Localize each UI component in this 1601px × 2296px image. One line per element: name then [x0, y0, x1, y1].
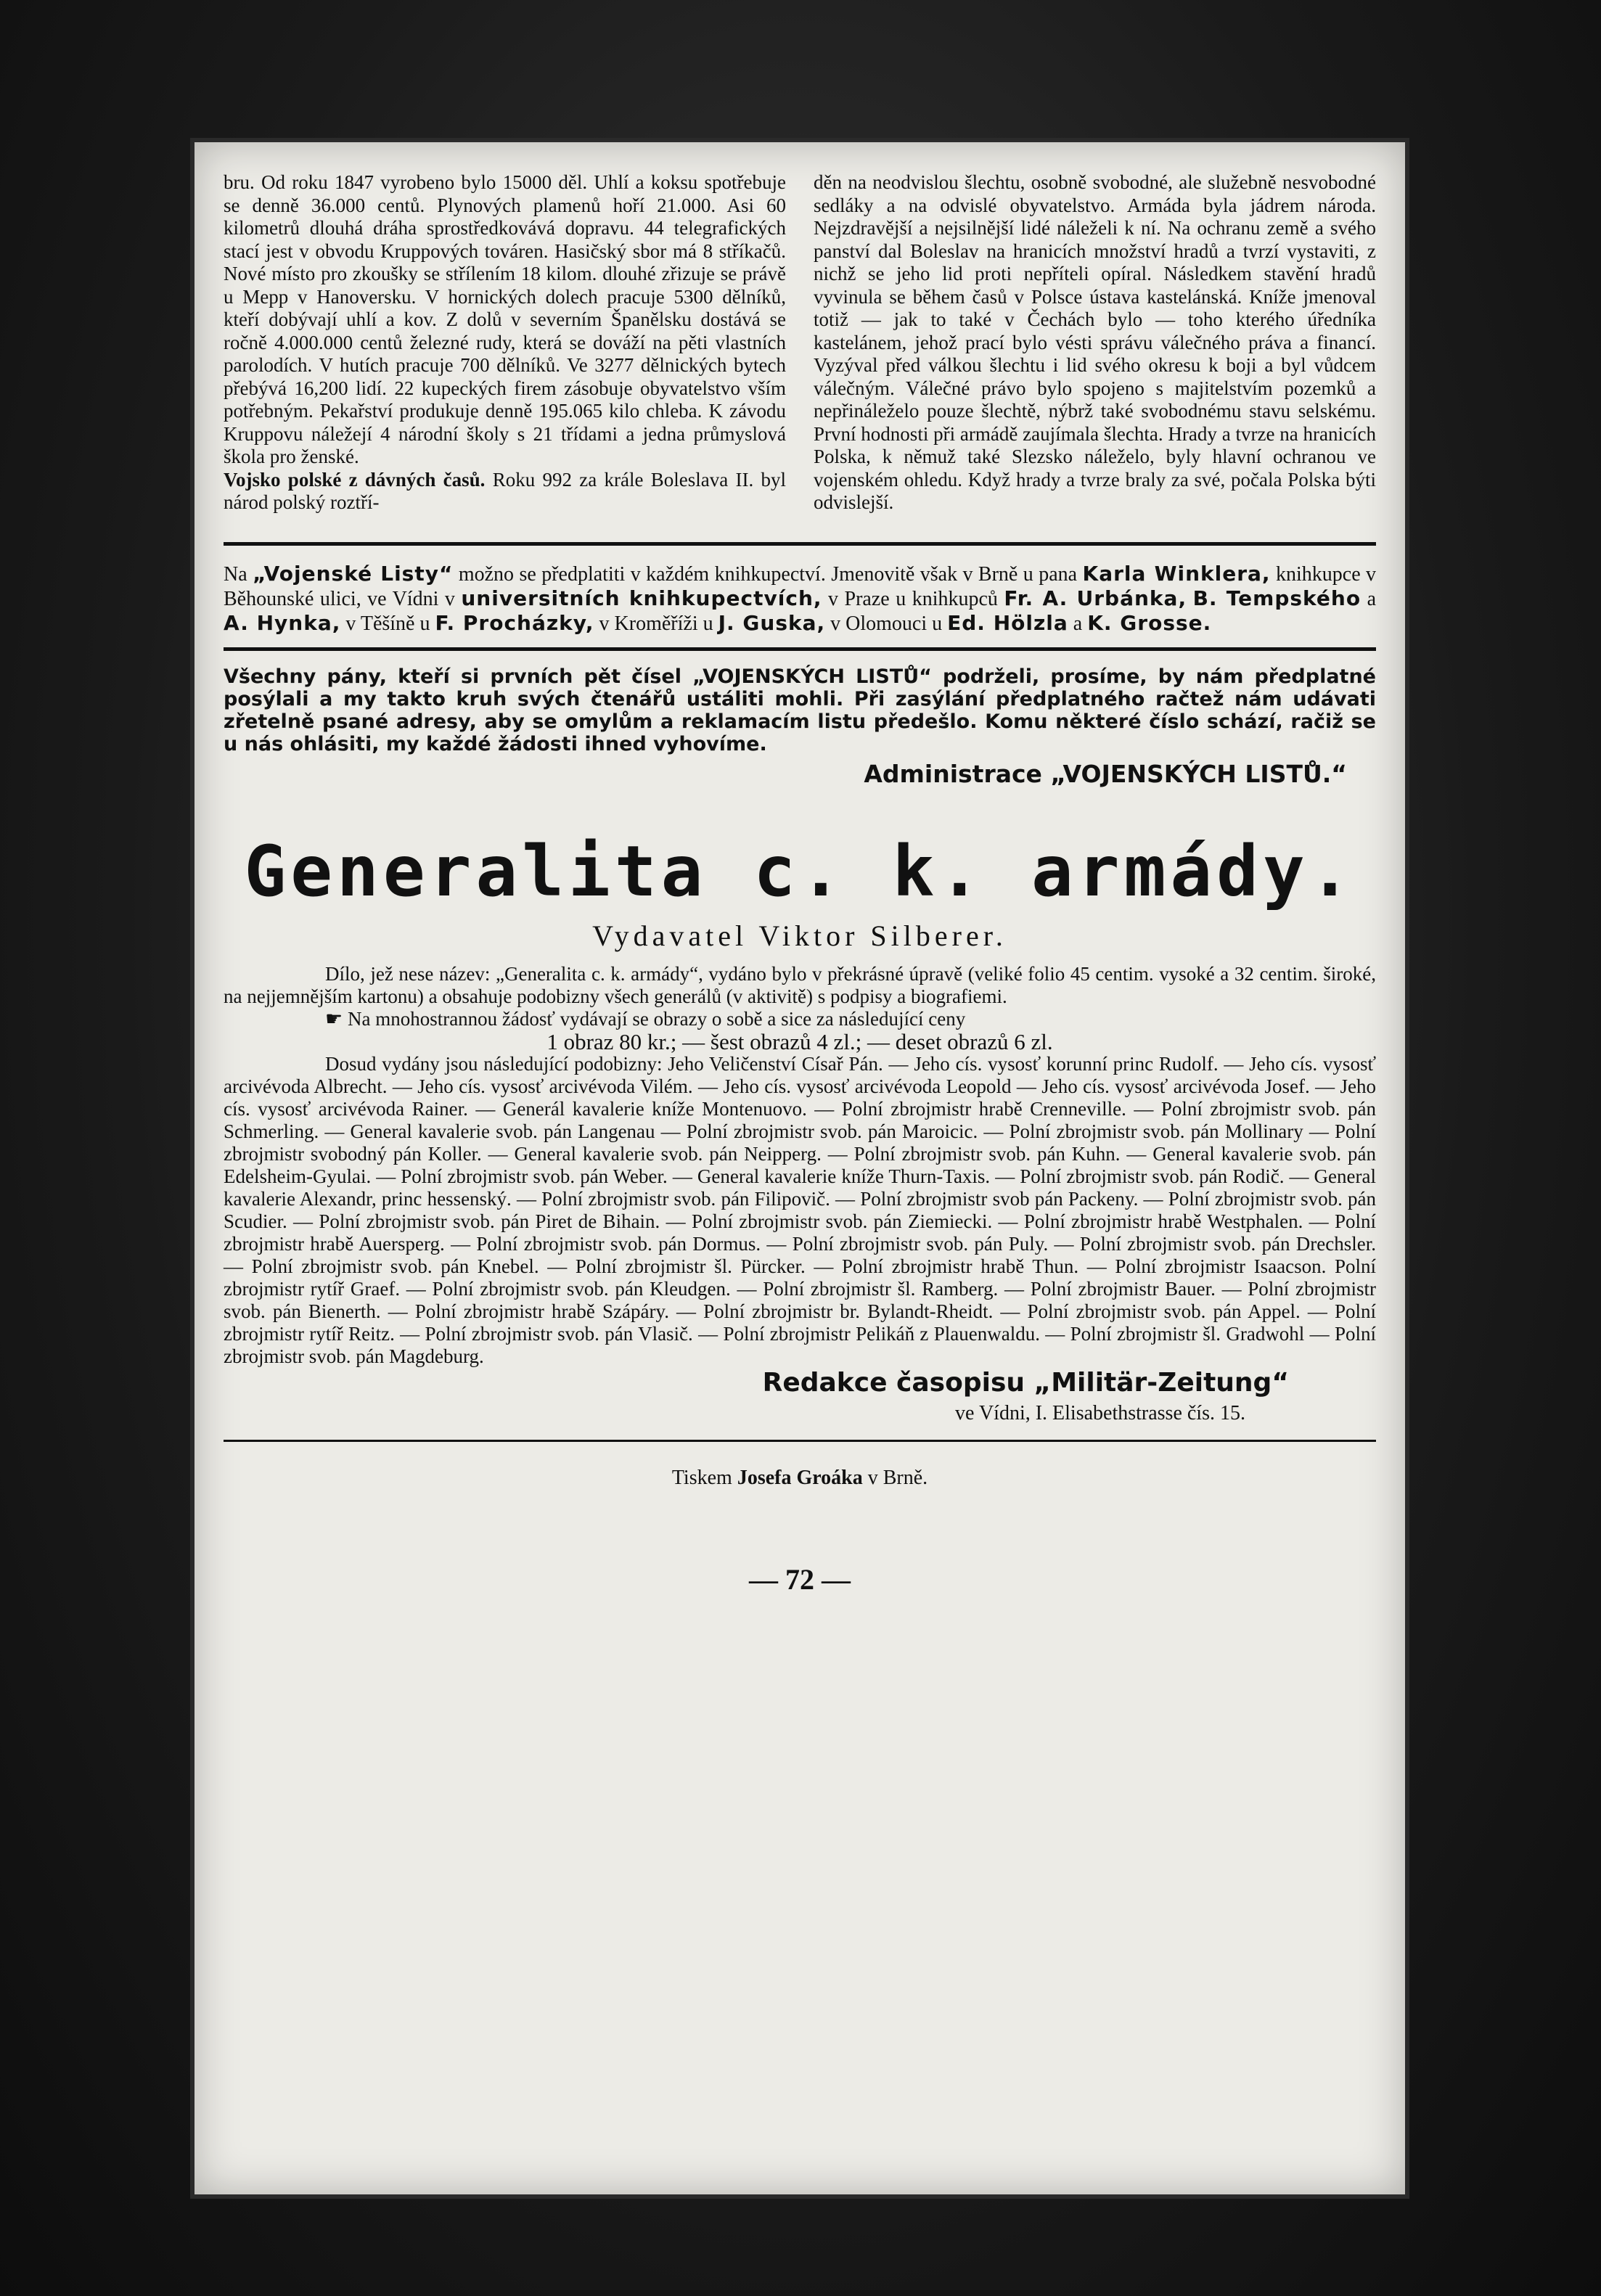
bookseller-name: F. Procházky,: [435, 610, 594, 635]
editorial-signature-block: [224, 1368, 1289, 1425]
printer-name: Josefa Groáka: [737, 1466, 863, 1489]
journal-name: „Vojenské Listy“: [253, 561, 454, 586]
right-paragraph: děn na neodvislou šlechtu, osobně svobodné, ale služebně nesvobodné sedláky a na odvislé obyvatelstvo. Armáda byla jádrem národa. Nejzdravější a nejsilnější lidé náleželi k ní. Na ochranu země a svého panství dal Boleslav na hranicích množství hradů a tvrzí vystaviti, z nichž se jeho lid proti nepříteli opíral. Následkem stavění hradů vyvinula se během časů v Polsce ústava kastelánská. Kníže jmenoval totiž — jak to také v Čechách bylo — toho kterého úředníka kastelánem, jehož prací bylo vésti správu válečného práva a financí. Vyzýval před válkou šlechtu i lid svého okresu k boji a byl vůdcem válečným. Válečné právo bylo spojeno s majitelstvím pozemků a nepřináleželo pouze šlechtě, nýbrž také svobodnému stavu selskému. První hodnosti při armádě zaujímala šlechta. Hrady a tvrze na hranicích Polska, k němuž také Slezsko náleželo, byly hlavní ochranou ve vojenském ohledu. Když hrady a tvrze braly za své, počala Polska býti odvislejší.: [814, 171, 1376, 513]
subs-text: v Těšíně u: [345, 612, 430, 635]
subs-text: knihkupce v Běhounské ulici, ve Vídni v: [224, 562, 1377, 610]
editorial-address: ve Vídni, I. Elisabethstrasse čís. 15.: [955, 1401, 1245, 1424]
portrait-list: Dosud vydány jsou následující podobizny: Jeho Veličenství Císař Pán. — Jeho cís. vysosť korunní princ Rudolf. — Jeho cís. vysosť arcivévoda Albrecht. — Jeho cís. vysosť arcivévoda Vilém. — Jeho cís. vysosť arcivévoda Leopold — Jeho cís. vysosť arcivévoda Josef. — Jeho cís. vysosť arcivévoda Rainer. — Generál kavalerie kníže Montenuovo. — Polní zbrojmistr hrabě Crenneville. — Polní zbrojmistr svob. pán Schmerling. — General kavalerie svob. pán Langenau — Polní zbrojmistr svob. pán Maroicic. — Polní zbrojmistr svob. pán Mollinary — Polní zbrojmistr svobodný pán Koller. — General kavalerie svob. pán Neipperg. — Polní zbrojmistr svob. pán Kuhn. — General kavalerie svob. pán Edelsheim-Gyulai. — Polní zbrojmistr svob. pán Weber. — General kavalerie kníže Thurn-Taxis. — Polní zbrojmistr svob. pán Rodič. — General kavalerie Alexandr, princ hessenský. — Polní zbrojmistr svob. pán Filipovič. — Polní zbrojmistr svob pán Packeny. — Polní zbrojmistr svob. pán Scudier. — Polní zbrojmistr svob. pán Piret de Bihain. — Polní zbrojmistr svob. pán Ziemiecki. — Polní zbrojmistr hrabě Westphalen. — Polní zbrojmistr hrabě Auersperg. — Polní zbrojmistr svob. pán Dormus. — Polní zbrojmistr svob. pán Puly. — Polní zbrojmistr svob. pán Drechsler. — Polní zbrojmistr svob. pán Knebel. — Polní zbrojmistr šl. Pürcker. — Polní zbrojmistr hrabě Thun. — Polní zbrojmistr Isaacson. Polní zbrojmistr rytíř Graef. — Polní zbrojmistr svob. pán Kleudgen. — Polní zbrojmistr šl. Ramberg. — Polní zbrojmistr Bauer. — Polní zbrojmistr svob. pán Bienerth. — Polní zbrojmistr hrabě Szápáry. — Polní zbrojmistr br. Bylandt-Rheidt. — Polní zbrojmistr svob. pán Appel. — Polní zbrojmistr rytíř Reitz. — Polní zbrojmistr svob. pán Vlasič. — Polní zbrojmistr Pelikáň z Plauenwaldu. — Polní zbrojmistr šl. Gradwohl — Polní zbrojmistr svob. pán Magdeburg.: [224, 1052, 1376, 1367]
subs-text: v Olomouci u: [830, 612, 943, 635]
printer-line: [224, 1467, 1376, 1490]
advert-offer: ☛ Na mnohostrannou žádosť vydávají se obrazy o sobě a sice za následující ceny: [325, 1007, 966, 1030]
right-column: [814, 171, 1376, 514]
advert-title: Generalita c. k. armády.: [244, 830, 1356, 912]
subscription-notice: [224, 562, 1376, 636]
printer-suffix: v Brně.: [867, 1466, 928, 1489]
bookseller-name: Ed. Hölzla: [947, 610, 1068, 635]
bookseller-name: K. Grosse.: [1087, 610, 1212, 635]
advert-publisher: Vydavatel Viktor Silberer.: [592, 919, 1007, 952]
bookseller-name: universitních knihkupectvích,: [461, 586, 822, 610]
printer-prefix: Tiskem: [671, 1466, 732, 1489]
subs-text: a: [1073, 612, 1083, 635]
section-heading: Vojsko polské z dávných časů.: [224, 468, 486, 491]
bookseller-name: B. Tempského: [1192, 586, 1362, 610]
advert-body: [224, 963, 1376, 1368]
subs-text: v Kroměříži u: [599, 612, 713, 635]
left-paragraph: bru. Od roku 1847 vyrobeno bylo 15000 děl. Uhlí a koksu spotřebuje se denně 36.000 centů. Plynových plamenů hoří 21.000. Asi 60 kilometrů dlouhá dráha sprostředkovává dopravu. 44 telegrafických stací jest v obvodu Kruppových továren. Hasičský sbor má 8 stříkačů. Nové místo pro zkoušky se střílením 18 kilom. dlouhé zřizuje se právě u Mepp v Hanoversku. V hornických dolech pracuje 5300 dělníků, kteří dobývají uhlí a kov. Z dolů v severním Španělsku dostává se ročně 4.000.000 centů železné rudy, která se dováží na pěti vlastních parolodích. V hutích pracuje 700 dělníků. Ve 3277 dělnických bytech přebývá 16,200 lidí. 22 kupeckých firem zásobuje obyvatelstvo vším potřebným. Pekařství produkuje denně 195.065 kilo chleba. K závodu Kruppovu náležejí 4 národní školy s 21 třídami a jedna průmyslová škola pro ženské.: [224, 171, 786, 467]
polish-army-section: [224, 469, 786, 514]
page-content: [224, 171, 1376, 1596]
divider: [224, 1440, 1376, 1442]
subs-text: v Praze u knihkupců: [828, 587, 998, 610]
administration-signature: Administrace „VOJENSKÝCH LISTŮ.“: [864, 759, 1347, 788]
bookseller-name: Fr. A. Urbánka,: [1004, 586, 1187, 610]
advert-prices: 1 obraz 80 kr.; — šest obrazů 4 zl.; — deset obrazů 6 zl.: [546, 1028, 1053, 1054]
subs-text: možno se předplatiti v každém knihkupectví. Jmenovitě však v Brně u pana: [458, 562, 1078, 586]
subs-text: a: [1367, 587, 1377, 610]
subscriber-notice: Všechny pány, kteří si prvních pět čísel „VOJENSKÝCH LISTŮ“ podrželi, prosíme, by nám předplatné posýlali a my takto kruh svých čtenářů ustáliti mohli. Při zasýlání předplatného račtež nám udávati zřetelně psané adresy, aby se omylům a reklamacím listu předešlo. Komu některé číslo schází, račiž se u nás ohlásiti, my každé žádosti ihned vyhovíme.: [224, 665, 1376, 755]
section-text: Roku 992 za krále Boleslava II. byl národ polský roztří-: [224, 468, 786, 513]
advert-intro: Dílo, jež nese název: „Generalita c. k. armády“, vydáno bylo v překrásné úpravě (veliké folio 45 centim. vysoké a 32 centim. široké, na nejjemnějším kartonu) a obsahuje podobizny všech generálů (v aktivitě) s podpisy a biografiemi.: [224, 962, 1376, 1007]
divider: [224, 647, 1376, 651]
two-column-article: [224, 171, 1376, 514]
divider: [224, 542, 1376, 546]
bookseller-name: A. Hynka,: [224, 610, 341, 635]
bookseller-name: J. Guska,: [718, 610, 826, 635]
newspaper-page: [190, 138, 1409, 2199]
page-number: — 72 —: [749, 1562, 851, 1596]
editorial-signature: Redakce časopisu „Militär-Zeitung“: [762, 1367, 1289, 1398]
bookseller-name: Karla Winklera,: [1082, 561, 1271, 586]
left-column: [224, 171, 786, 514]
subs-prefix: Na: [224, 562, 247, 586]
